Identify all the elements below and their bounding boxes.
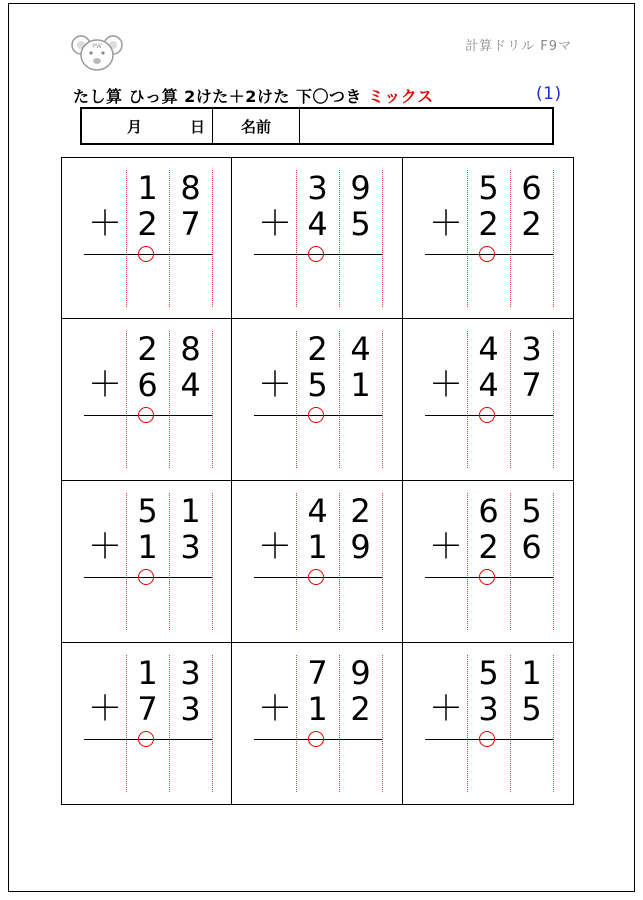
addend-bottom-tens: 4: [478, 366, 499, 404]
problem-cell[interactable]: [61, 481, 232, 643]
problem-cell[interactable]: [232, 481, 403, 643]
column-guide: [553, 170, 554, 307]
addend-top-tens: 1: [137, 169, 158, 207]
problem-cell[interactable]: [232, 157, 403, 319]
problem-grid: [61, 157, 574, 806]
plus-sign: ＋: [88, 689, 122, 729]
addend-bottom-tens: 5: [307, 366, 328, 404]
problem-cell[interactable]: [232, 643, 403, 805]
month-label: 月: [127, 117, 143, 136]
addend-top-tens: 2: [137, 330, 158, 368]
column-guide: [212, 170, 213, 307]
worksheet-number: (1): [536, 84, 562, 104]
name-label: 名前: [213, 109, 300, 143]
name-date-box: [80, 107, 554, 145]
addend-bottom-ones: 5: [521, 690, 542, 728]
title-accent: ミックス: [368, 87, 434, 106]
carry-circle[interactable]: [308, 246, 324, 262]
addend-bottom-ones: 6: [521, 528, 542, 566]
svg-text:PW: PW: [92, 43, 102, 50]
column-guide: [553, 655, 554, 792]
problem-cell[interactable]: [403, 643, 574, 805]
addend-bottom-tens: 3: [478, 690, 499, 728]
carry-circle[interactable]: [479, 731, 495, 747]
addend-bottom-ones: 2: [521, 205, 542, 243]
addend-top-tens: 5: [478, 654, 499, 692]
problem-cell[interactable]: [403, 319, 574, 481]
plus-sign: ＋: [88, 365, 122, 405]
addend-top-tens: 7: [307, 654, 328, 692]
carry-circle[interactable]: [138, 731, 154, 747]
date-field[interactable]: [82, 109, 213, 143]
column-guide: [382, 493, 383, 630]
addend-top-ones: 6: [521, 169, 542, 207]
plus-sign: ＋: [258, 204, 292, 244]
carry-circle[interactable]: [479, 407, 495, 423]
addend-top-tens: 5: [137, 492, 158, 530]
carry-circle[interactable]: [308, 569, 324, 585]
day-label: 日: [190, 117, 206, 136]
addend-top-ones: 3: [521, 330, 542, 368]
addend-bottom-ones: 2: [350, 690, 371, 728]
addend-bottom-tens: 7: [137, 690, 158, 728]
koala-logo-icon: [71, 31, 123, 73]
addend-bottom-tens: 2: [137, 205, 158, 243]
addend-top-ones: 2: [350, 492, 371, 530]
addend-top-ones: 5: [521, 492, 542, 530]
worksheet-title: [73, 84, 562, 107]
plus-sign: ＋: [429, 365, 463, 405]
addend-bottom-ones: 7: [180, 205, 201, 243]
addend-bottom-tens: 6: [137, 366, 158, 404]
addend-top-ones: 1: [180, 492, 201, 530]
addend-bottom-ones: 5: [350, 205, 371, 243]
addend-bottom-tens: 4: [307, 205, 328, 243]
addend-bottom-tens: 2: [478, 205, 499, 243]
problem-cell[interactable]: [232, 319, 403, 481]
carry-circle[interactable]: [479, 246, 495, 262]
carry-circle[interactable]: [138, 407, 154, 423]
addend-bottom-ones: 7: [521, 366, 542, 404]
addend-top-tens: 4: [307, 492, 328, 530]
carry-circle[interactable]: [479, 569, 495, 585]
column-guide: [382, 655, 383, 792]
addend-bottom-tens: 1: [137, 528, 158, 566]
addend-top-ones: 1: [521, 654, 542, 692]
plus-sign: ＋: [258, 365, 292, 405]
column-guide: [382, 170, 383, 307]
addend-bottom-ones: 4: [180, 366, 201, 404]
addend-top-ones: 4: [350, 330, 371, 368]
addend-top-ones: 3: [180, 654, 201, 692]
addend-top-tens: 4: [478, 330, 499, 368]
addend-bottom-ones: 1: [350, 366, 371, 404]
plus-sign: ＋: [258, 689, 292, 729]
plus-sign: ＋: [88, 527, 122, 567]
addend-bottom-ones: 9: [350, 528, 371, 566]
problem-cell[interactable]: [403, 481, 574, 643]
carry-circle[interactable]: [138, 246, 154, 262]
addend-top-tens: 1: [137, 654, 158, 692]
column-guide: [382, 331, 383, 468]
plus-sign: ＋: [429, 527, 463, 567]
addend-top-tens: 6: [478, 492, 499, 530]
column-guide: [553, 493, 554, 630]
problem-cell[interactable]: [61, 643, 232, 805]
column-guide: [212, 493, 213, 630]
addend-bottom-tens: 1: [307, 690, 328, 728]
column-guide: [212, 331, 213, 468]
addend-top-tens: 5: [478, 169, 499, 207]
addend-bottom-ones: 3: [180, 528, 201, 566]
plus-sign: ＋: [429, 204, 463, 244]
problem-cell[interactable]: [61, 157, 232, 319]
addend-bottom-tens: 1: [307, 528, 328, 566]
carry-circle[interactable]: [138, 569, 154, 585]
carry-circle[interactable]: [308, 731, 324, 747]
addend-top-ones: 8: [180, 169, 201, 207]
addend-top-ones: 9: [350, 169, 371, 207]
plus-sign: ＋: [88, 204, 122, 244]
column-guide: [212, 655, 213, 792]
name-field[interactable]: [300, 109, 552, 143]
addend-top-tens: 2: [307, 330, 328, 368]
carry-circle[interactable]: [308, 407, 324, 423]
plus-sign: ＋: [429, 689, 463, 729]
addend-top-tens: 3: [307, 169, 328, 207]
drill-label: 計算ドリル F9マ: [465, 39, 572, 54]
addend-bottom-tens: 2: [478, 528, 499, 566]
addend-bottom-ones: 3: [180, 690, 201, 728]
title-main: たし算 ひっ算 2けた＋2けた 下〇つき: [73, 87, 362, 106]
column-guide: [553, 331, 554, 468]
addend-top-ones: 9: [350, 654, 371, 692]
problem-cell[interactable]: [403, 157, 574, 319]
plus-sign: ＋: [258, 527, 292, 567]
problem-cell[interactable]: [61, 319, 232, 481]
addend-top-ones: 8: [180, 330, 201, 368]
